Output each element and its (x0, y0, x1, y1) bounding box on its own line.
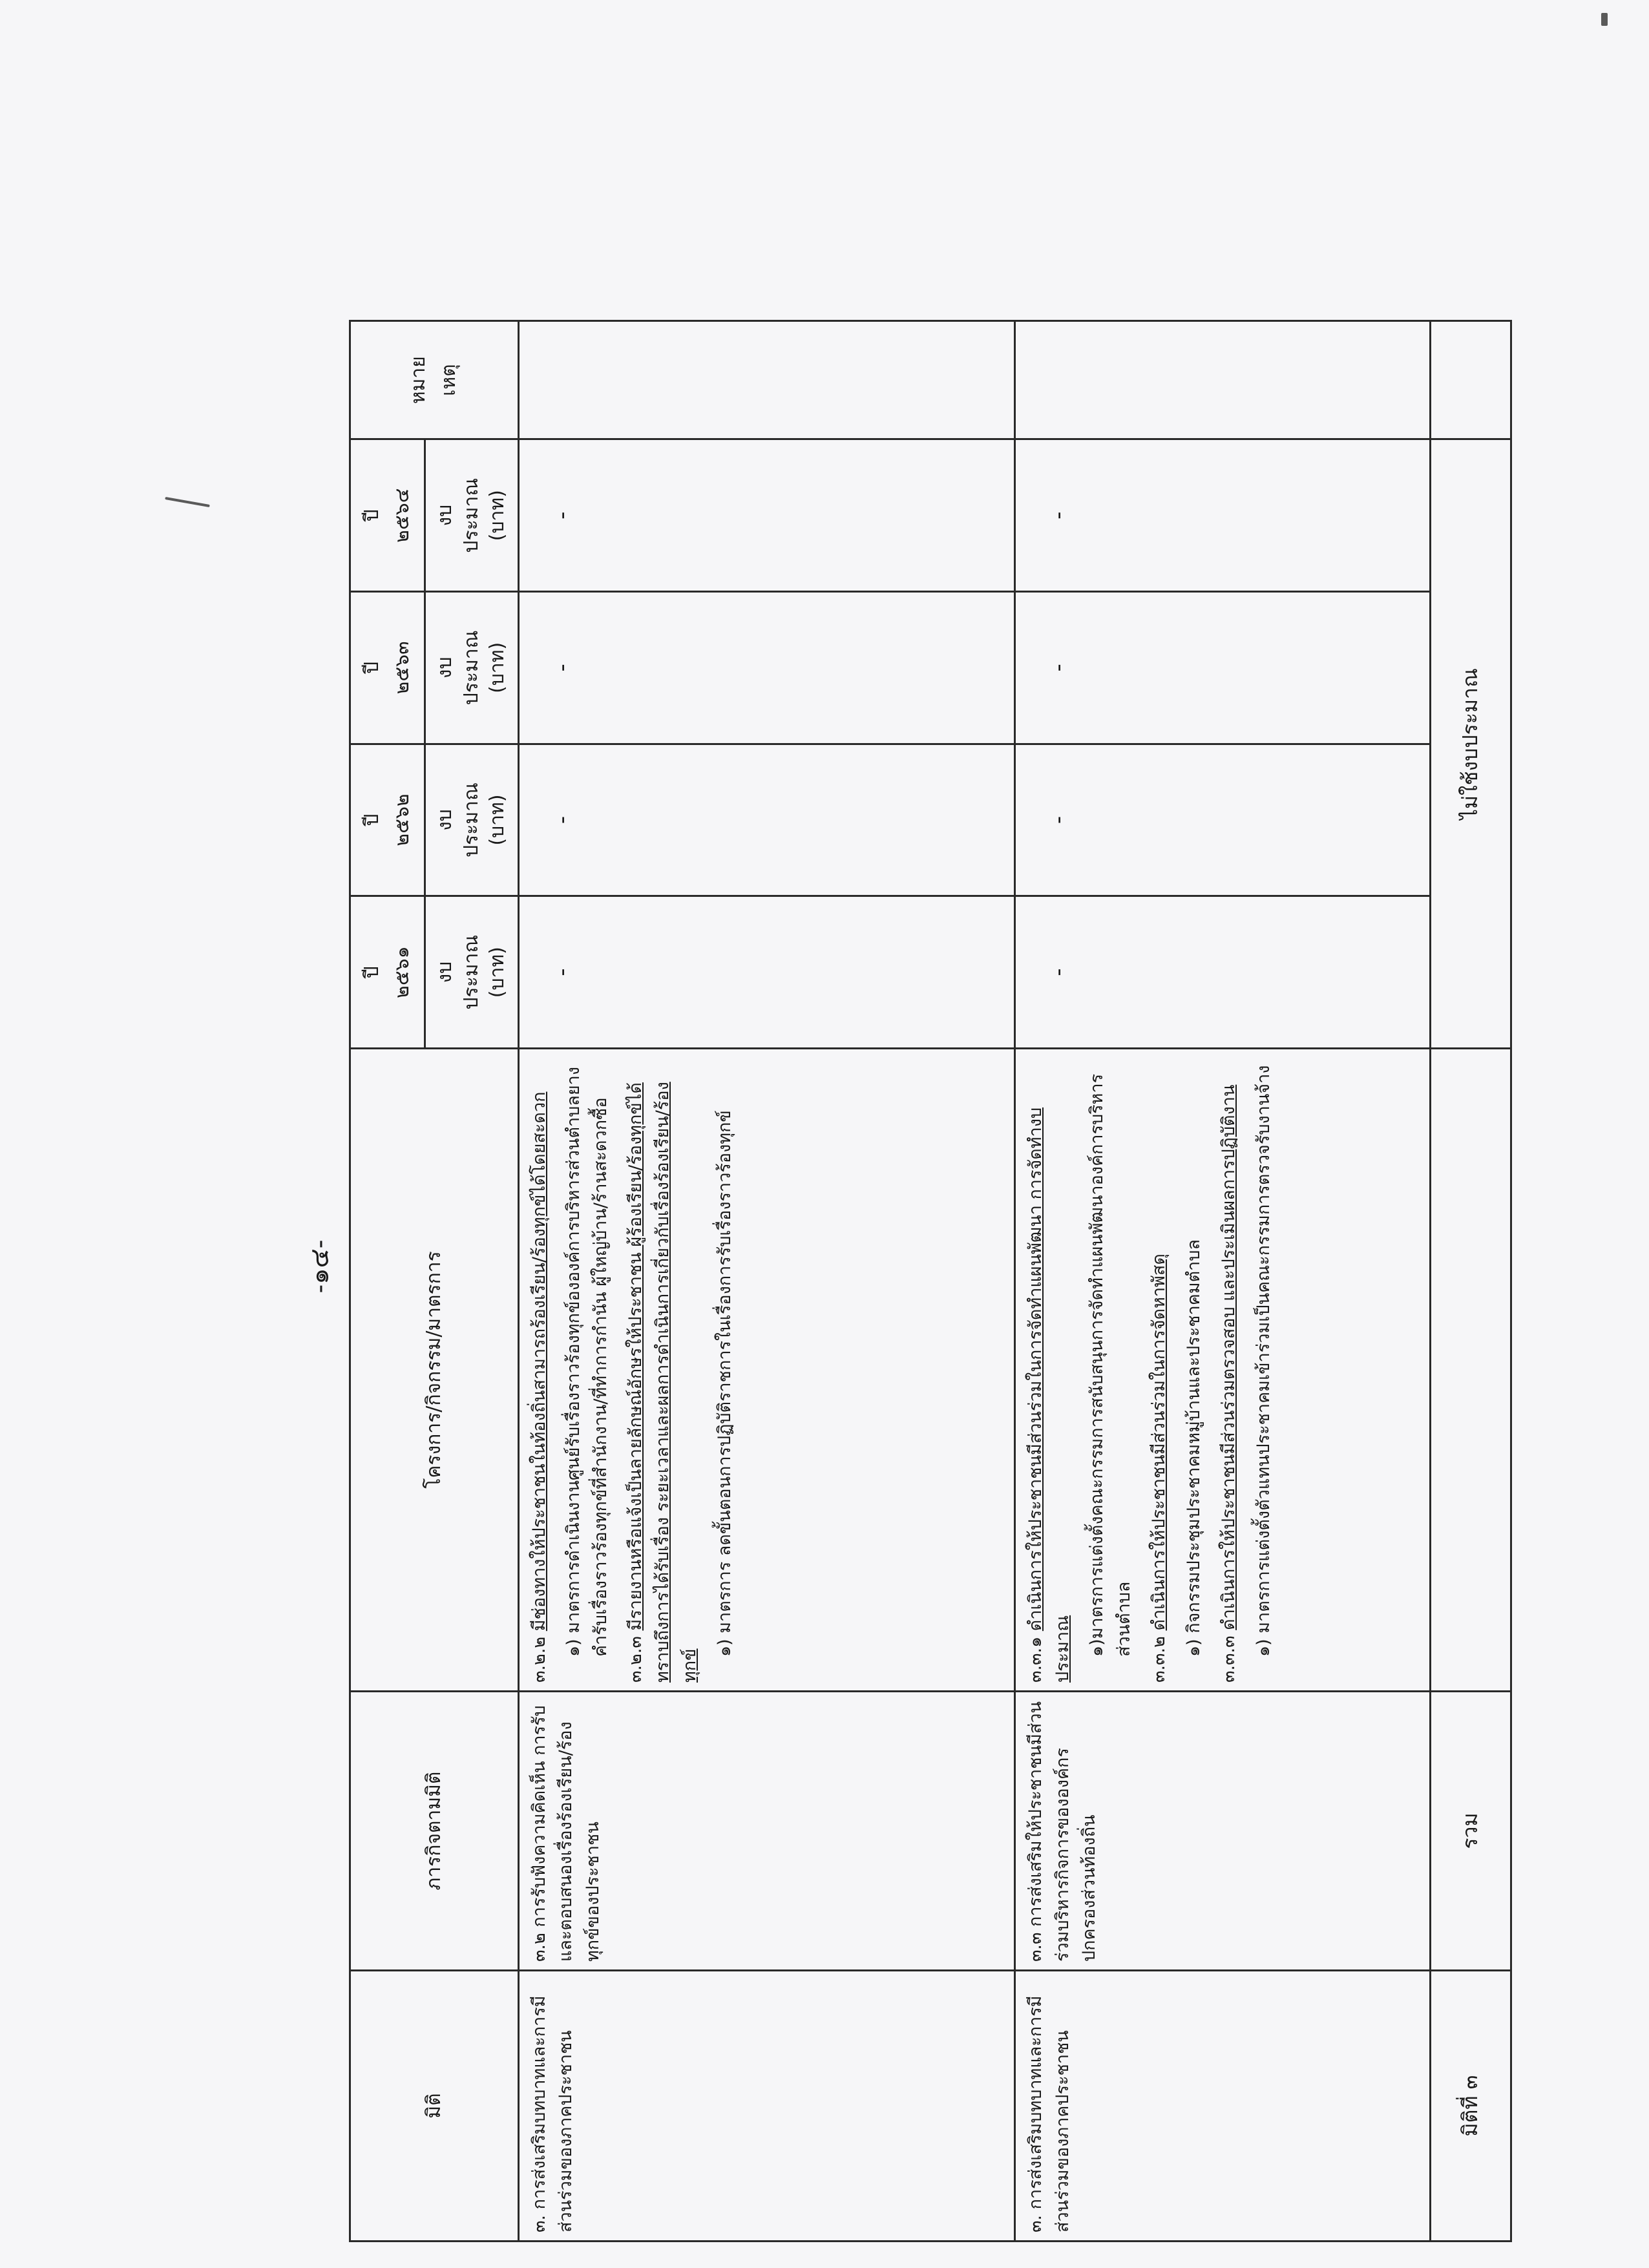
anti-corruption-plan-table (349, 320, 1512, 2242)
header-mission: ภารกิจตามมิติ (350, 1692, 519, 1971)
header-year-2: ปี ๒๕๖๒ (350, 744, 425, 896)
project-item: ๓.๓.๒ ดำเนินการให้ประชาชนมีส่วนร่วมในการจัดหาพัสดุ (1149, 1254, 1170, 1683)
page-number: -๑๔- (305, 1239, 335, 1294)
total-budget-note: ไม่ใช้งบประมาณ (1431, 439, 1511, 1049)
total-remark-cell (1431, 321, 1511, 439)
rotated-document-page (291, 310, 1522, 2268)
header-year-1: ปี ๒๕๖๑ (350, 896, 425, 1049)
project-item: ๑) กิจกรรมประชุมประชาคมหมู่บ้านและประชาคมตำบล (1183, 1239, 1204, 1657)
total-row (1431, 321, 1511, 2242)
budget-value: - (518, 896, 1014, 1049)
project-item: ๓.๒.๓ มีรายงานหรือแจ้งเป็นลายลักษณ์อักษรให้ประชาชน ผู้ร้องเรียน/ร้องทุกข์ได้ทราบถึงการได้รับเรื่อง ระยะเวลาและผลการดำเนินการเกี่ยวกับเรื่องร้องเรียน/ร้องทุกข์ (625, 1082, 700, 1683)
remark-cell (1014, 321, 1431, 439)
project-item: ๑)มาตรการแต่งตั้งคณะกรรมการสนับสนุนการจัดทำแผนพัฒนาองค์การบริหารส่วนตำบล (1087, 1073, 1135, 1657)
budget-value: - (1014, 896, 1431, 1049)
project-cell (1014, 1048, 1431, 1691)
scan-speck (1601, 13, 1608, 26)
project-cell (518, 1048, 1014, 1691)
header-remark: หมาย เหตุ (350, 321, 519, 439)
budget-value: - (518, 439, 1014, 592)
project-item: ๓.๓.๓ ดำเนินการให้ประชาชนมีส่วนร่วมตรวจสอบ และประเมินผลการปฏิบัติงาน (1218, 1084, 1239, 1683)
project-item: ๑) มาตรการ ลดขั้นตอนการปฏิบัติราชการในเรื่องการรับเรื่องราวร้องทุกข์ (714, 1110, 735, 1657)
header-project: โครงการ/กิจกรรม/มาตรการ (350, 1048, 519, 1691)
header-year-4: ปี ๒๕๖๔ (350, 439, 425, 592)
scan-speck (165, 497, 210, 507)
header-budget-1: งบ ประมาณ (บาท) (425, 896, 519, 1049)
budget-value: - (1014, 592, 1431, 744)
header-budget-4: งบ ประมาณ (บาท) (425, 439, 519, 592)
mission-cell: ๓.๒ การรับฟังความคิดเห็น การรับและตอบสนองเรื่องร้องเรียน/ร้องทุกข์ของประชาชน (518, 1692, 1014, 1971)
budget-value: - (1014, 439, 1431, 592)
total-dimension: มิติที่ ๓ (1431, 1971, 1511, 2242)
table-row (518, 321, 1014, 2242)
header-budget-3: งบ ประมาณ (บาท) (425, 592, 519, 744)
header-dimension: มิติ (350, 1971, 519, 2242)
dimension-cell: ๓. การส่งเสริมบทบาทและการมีส่วนร่วมของภาคประชาชน (1014, 1971, 1431, 2242)
budget-value: - (518, 744, 1014, 896)
project-item: ๑) มาตรการดำเนินงานศูนย์รับเรื่องราวร้องทุกข์ององค์การบริหารส่วนตำบลยางคำรับเรื่องราวร้องทุกข์ที่สำนักงาน/ที่ทำการกำนัน ผู้ใหญ่บ้าน/ร้านสะดวกซื้อ (563, 1066, 611, 1657)
dimension-cell: ๓. การส่งเสริมบทบาทและการมีส่วนร่วมของภาคประชาชน (518, 1971, 1014, 2242)
table-row (1014, 321, 1431, 2242)
project-item: ๓.๒.๒ มีช่องทางให้ประชาชนในท้องถิ่นสามารถร้องเรียน/ร้องทุกข์ได้โดยสะดวก (529, 1091, 549, 1683)
project-item: ๑) มาตรการแต่งตั้งตัวแทนประชาคมเข้าร่วมเป็นคณะกรรมการตรวจรับงานจ้าง (1253, 1065, 1274, 1657)
total-label: รวม (1431, 1692, 1511, 1971)
header-budget-2: งบ ประมาณ (บาท) (425, 744, 519, 896)
total-project-cell (1431, 1048, 1511, 1691)
header-row (350, 321, 425, 2242)
mission-cell: ๓.๓ การส่งเสริมให้ประชาชนมีส่วนร่วมบริหารกิจการขององค์กรปกครองส่วนท้องถิ่น (1014, 1692, 1431, 1971)
budget-value: - (1014, 744, 1431, 896)
budget-value: - (518, 592, 1014, 744)
remark-cell (518, 321, 1014, 439)
project-item: ๓.๓.๑ ดำเนินการให้ประชาชนมีส่วนร่วมในการจัดทำแผนพัฒนา การจัดทำงบประมาณ (1025, 1107, 1073, 1683)
header-year-3: ปี ๒๕๖๓ (350, 592, 425, 744)
